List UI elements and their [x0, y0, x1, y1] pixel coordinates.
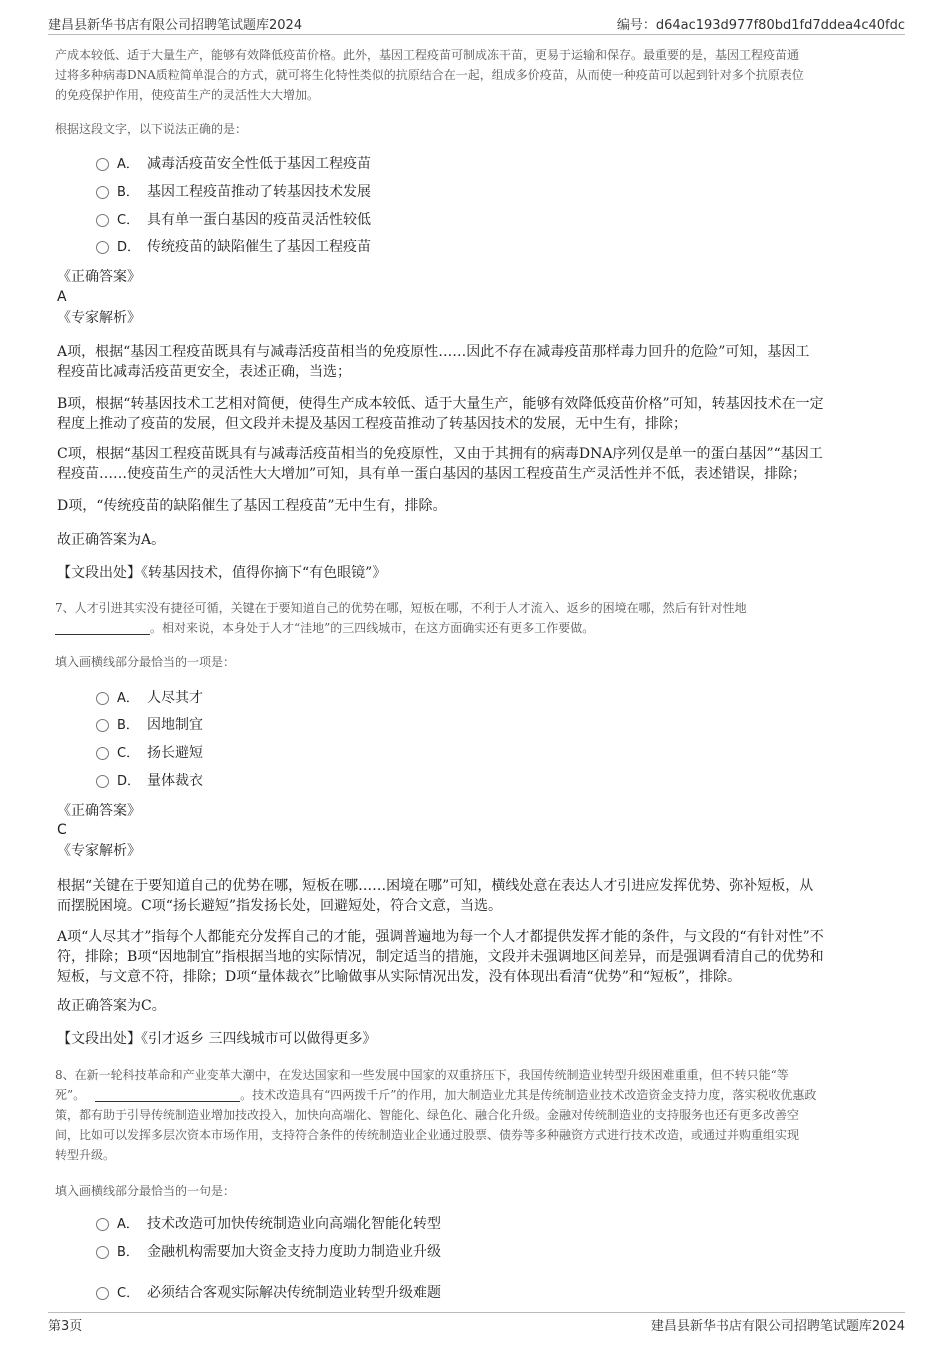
q6-analysis-a: A项，根据“基因工程疫苗既具有与减毒活疫苗相当的免疫原性……因此不存在减毒疫苗那样毒力回升的危险”可知，基因工 程疫苗比减毒活疫苗更安全，表述正确，当选；	[57, 344, 810, 380]
radio-icon[interactable]	[96, 241, 109, 254]
radio-icon[interactable]	[96, 719, 109, 732]
radio-icon[interactable]	[96, 692, 109, 705]
q7-answer: C	[57, 822, 67, 838]
radio-icon[interactable]	[96, 214, 109, 227]
answer-blank	[55, 620, 150, 635]
q7-option-c[interactable]: C． 扬长避短	[96, 742, 203, 764]
q7-option-d[interactable]: D． 量体裁衣	[96, 770, 203, 792]
q7-analysis-others: A项“人尽其才”指每个人都能充分发挥自己的才能，强调普遍地为每一个人才都提供发挥才能的条件，与文段的“有针对性”不 符，排除；B项“因地制宜”指根据当地的实际情况，制定适当的措施，文段并未强调地区间差异，而是强调看清自己的优势和 短板，与文意不符，排除；D项“量体裁衣”比喻做事从实际情况出发，没有体现出看清“优势”和“短板”，排除。	[57, 929, 824, 985]
q6-analysis-label: 《专家解析》	[57, 310, 141, 326]
q6-analysis-c: C项，根据“基因工程疫苗既具有与减毒活疫苗相当的免疫原性，又由于其拥有的病毒DNA序列仅是单一的蛋白基因”“基因工 程疫苗……使疫苗生产的灵活性大大增加”可知，具有单一蛋白基因的基因工程疫苗生产灵活性并不低，表述错误，排除；	[57, 446, 823, 482]
q7-analysis-main: 根据“关键在于要知道自己的优势在哪，短板在哪……困境在哪”可知，横线处意在表达人才引进应发挥优势、弥补短板，从 而摆脱困境。C项“扬长避短”指发扬长处，回避短处，符合文意，当选。	[57, 878, 814, 914]
q6-analysis-d: D项，“传统疫苗的缺陷催生了基因工程疫苗”无中生有，排除。	[57, 498, 447, 514]
q6-answer-label: 《正确答案》	[57, 269, 141, 285]
radio-icon[interactable]	[96, 1287, 109, 1300]
q7-analysis-label: 《专家解析》	[57, 843, 141, 859]
radio-icon[interactable]	[96, 158, 109, 171]
q7-answer-label: 《正确答案》	[57, 803, 141, 819]
radio-icon[interactable]	[96, 1218, 109, 1231]
q8-option-a[interactable]: A． 技术改造可加快传统制造业向高端化智能化转型	[96, 1213, 441, 1235]
q6-prompt: 根据这段文字，以下说法正确的是：	[55, 122, 248, 136]
answer-blank	[95, 1087, 240, 1102]
header-title: 建昌县新华书店有限公司招聘笔试题库2024	[48, 18, 303, 33]
q6-conclusion: 故正确答案为A。	[57, 532, 166, 548]
page-header	[48, 12, 905, 35]
q8-stem: 8、在新一轮科技革命和产业变革大潮中，在发达国家和一些发展中国家的双重挤压下，我国传统制造业转型升级困难重重，但不转只能“等 死”。 。技术改造具有“四两拨千斤”的作用，加大制造业尤其是传统制造业技术改造资金支持力度，落实税收优惠政 策，都有助于引导传统制造业增加技改投入，加快向高端化、智能化、绿色化、融合化升级。金融对传统制造业的支持服务也还有更多改善空 间，比如可以发挥多层次资本市场作用，支持符合条件的传统制造业企业通过股票、债券等多种融资方式进行技术改造，或通过并购重组实现 转型升级。	[55, 1068, 817, 1162]
q8-option-b[interactable]: B． 金融机构需要加大资金支持力度助力制造业升级	[96, 1241, 441, 1263]
page-number: 第3页	[48, 1319, 83, 1334]
q7-conclusion: 故正确答案为C。	[57, 998, 166, 1014]
q8-option-c[interactable]: C． 必须结合客观实际解决传统制造业转型升级难题	[96, 1282, 441, 1304]
q7-option-b[interactable]: B． 因地制宜	[96, 714, 203, 736]
q6-answer: A	[57, 289, 67, 305]
q6-option-c[interactable]: C． 具有单一蛋白基因的疫苗灵活性较低	[96, 209, 371, 231]
radio-icon[interactable]	[96, 1246, 109, 1259]
q7-source: 【文段出处】《引才返乡 三四线城市可以做得更多》	[57, 1031, 377, 1047]
q6-option-d[interactable]: D． 传统疫苗的缺陷催生了基因工程疫苗	[96, 236, 371, 258]
q7-option-a[interactable]: A． 人尽其才	[96, 687, 203, 709]
q6-analysis-b: B项，根据“转基因技术工艺相对简便，使得生产成本较低、适于大量生产，能够有效降低疫苗价格”可知，转基因技术在一定 程度上推动了疫苗的发展，但文段并未提及基因工程疫苗推动了转基因技术的发展，无中生有，排除；	[57, 396, 824, 432]
document-id: 编号：d64ac193d977f80bd1fd7ddea4c40fdc	[616, 18, 905, 33]
radio-icon[interactable]	[96, 775, 109, 788]
q7-stem: 7、人才引进其实没有捷径可循，关键在于要知道自己的优势在哪，短板在哪，不利于人才流入、返乡的困境在哪，然后有针对性地 。相对来说，本身处于人才“洼地”的三四线城市，在这方面确实还有更多工作要做。	[55, 601, 747, 635]
q7-prompt: 填入画横线部分最恰当的一项是：	[55, 655, 236, 669]
q6-source: 【文段出处】《转基因技术，值得你摘下“有色眼镜”》	[57, 565, 387, 581]
q6-passage: 产成本较低、适于大量生产，能够有效降低疫苗价格。此外，基因工程疫苗可制成冻干苗，更易于运输和保存。最重要的是，基因工程疫苗通 过将多种病毒DNA质粒简单混合的方式，就可将生化特性类似的抗原结合在一起，组成多价疫苗，从而使一种疫苗可以起到针对多个抗原表位 的免疫保护作用，使疫苗生产的灵活性大大增加。	[55, 48, 804, 102]
q6-option-a[interactable]: A． 减毒活疫苗安全性低于基因工程疫苗	[96, 153, 371, 175]
footer-title: 建昌县新华书店有限公司招聘笔试题库2024	[650, 1319, 905, 1334]
q6-option-b[interactable]: B． 基因工程疫苗推动了转基因技术发展	[96, 181, 371, 203]
q8-prompt: 填入画横线部分最恰当的一句是：	[55, 1184, 236, 1198]
page-footer	[48, 1312, 905, 1335]
radio-icon[interactable]	[96, 747, 109, 760]
radio-icon[interactable]	[96, 186, 109, 199]
